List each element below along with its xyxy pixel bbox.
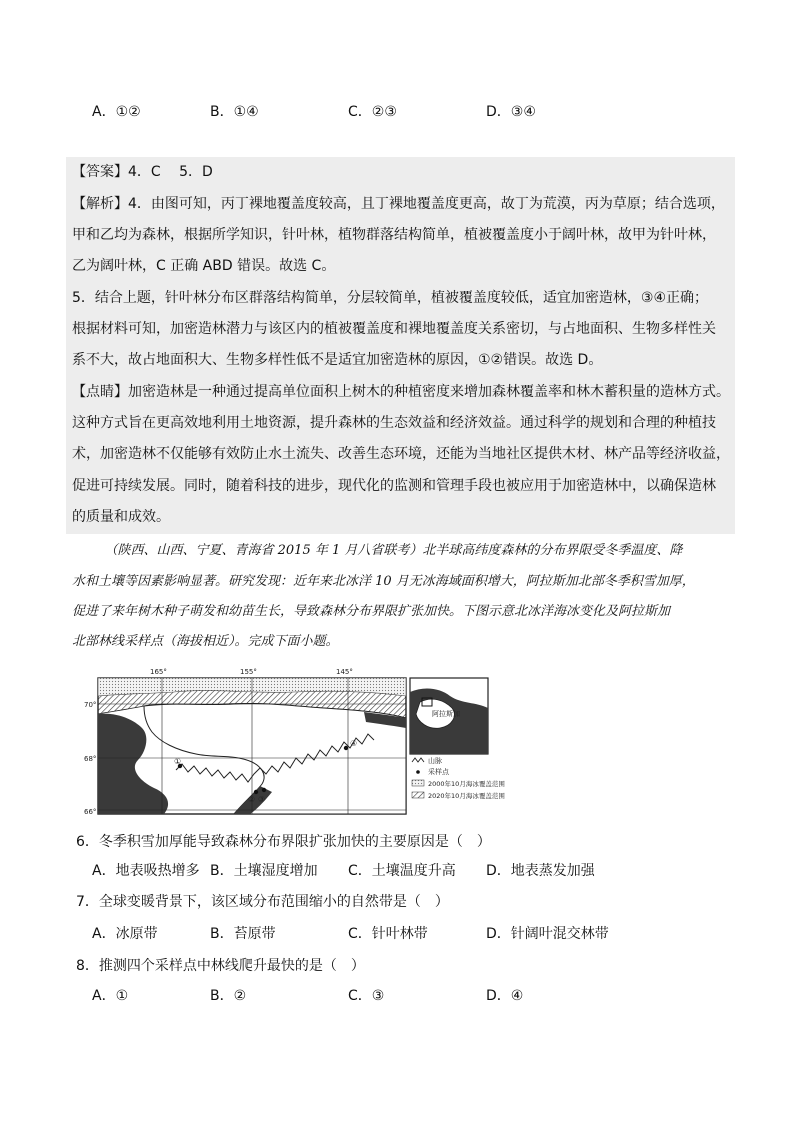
lat-label: 66°	[84, 808, 97, 816]
answer-line: 【答案】4．C 5．D	[72, 164, 213, 180]
sample-label: ④	[350, 739, 358, 748]
option-b: B．土壤湿度增加	[210, 863, 318, 879]
analysis-line: 的质量和成效。	[72, 509, 170, 525]
analysis-line: 根据材料可知，加密造林潜力与该区内的植被覆盖度和裸地覆盖度关系密切，与占地面积、生物多样性关	[72, 321, 716, 337]
arctic-sea-ice-map	[84, 662, 505, 818]
lat-label: 68°	[84, 755, 97, 763]
analysis-line: 【解析】4．由图可知，丙丁裸地覆盖度较高，且丁裸地覆盖度更高，故丁为荒漠，丙为草原；结合选项，	[72, 196, 725, 212]
sample-point	[254, 790, 258, 794]
option-b: B．②	[210, 988, 247, 1004]
option-c: C．土壤温度升高	[348, 863, 456, 879]
option-d: D．地表蒸发加强	[486, 863, 595, 879]
option-a: A．冰原带	[92, 926, 158, 942]
option-a: A．①	[92, 988, 129, 1004]
lon-label: 165°	[150, 668, 167, 676]
question-options	[92, 985, 732, 1007]
sample-label: ①	[174, 757, 182, 766]
question-options	[92, 923, 732, 945]
inset-label: 阿拉斯加	[432, 710, 460, 718]
lon-label: 155°	[240, 668, 257, 676]
option-d: D．③④	[486, 104, 536, 120]
material-line: 北部林线采样点（海拔相近）。完成下面小题。	[72, 634, 339, 649]
sample-point	[344, 746, 348, 750]
option-b: B．苔原带	[210, 926, 276, 942]
legend-label: 山脉	[428, 757, 442, 765]
material-line: （陕西、山西、宁夏、青海省 2015 年 1 月八省联考）北半球高纬度森林的分布界限受冬季温度、降	[72, 543, 683, 558]
option-c: C．②③	[348, 104, 397, 120]
option-d: D．针阔叶混交林带	[486, 926, 609, 942]
material-line: 促进了来年树木种子萌发和幼苗生长，导致森林分布界限扩张加快。下图示意北冰洋海冰变化及阿拉斯加	[72, 604, 671, 619]
sample-label: ③	[258, 795, 266, 804]
option-c: C．③	[348, 988, 385, 1004]
material-line: 水和土壤等因素影响显著。研究发现：近年来北冰洋 10 月无冰海域面积增大，阿拉斯加北部冬季积雪加厚，	[72, 574, 695, 589]
legend-label: 采样点	[428, 768, 449, 776]
analysis-line: 【点睛】加密造林是一种通过提高单位面积上树木的种植密度来增加森林覆盖率和林木蓄积量的造林方式。	[72, 384, 730, 400]
analysis-line: 系不大，故占地面积大、生物多样性低不是适宜加密造林的原因，①②错误。故选 D。	[72, 352, 603, 368]
analysis-line: 术，加密造林不仅能够有效防止水土流失、改善生态环境，还能为当地社区提供木材、林产品等经济收益，	[72, 446, 730, 462]
question-stem: 6．冬季积雪加厚能导致森林分布界限扩张加快的主要原因是（ ）	[76, 834, 491, 850]
analysis-line: 甲和乙均为森林，根据所学知识，针叶林，植物群落结构简单，植被覆盖度小于阔叶林，故甲为针叶林，	[72, 227, 716, 243]
analysis-line: 5．结合上题，针叶林分布区群落结构简单，分层较简单，植被覆盖度较低，适宜加密造林，③④正确；	[72, 290, 709, 306]
legend-label: 2000年10月海冰覆盖范围	[428, 780, 505, 788]
analysis-line: 这种方式旨在更高效地利用土地资源，提升森林的生态效益和经济效益。通过科学的规划和合理的种植技	[72, 415, 716, 431]
analysis-line: 乙为阔叶林，C 正确 ABD 错误。故选 C。	[72, 258, 336, 274]
option-d: D．④	[486, 988, 524, 1004]
question-stem: 7．全球变暖背景下，该区域分布范围缩小的自然带是（ ）	[76, 894, 449, 910]
map-legend	[412, 756, 505, 800]
lat-label: 70°	[84, 701, 97, 709]
question-options	[92, 860, 732, 882]
sample-point	[262, 788, 266, 792]
lon-label: 145°	[336, 668, 353, 676]
question-stem: 8．推测四个采样点中林线爬升最快的是（ ）	[76, 958, 365, 974]
option-b: B．①④	[210, 104, 259, 120]
option-c: C．针叶林带	[348, 926, 428, 942]
legend-label: 2020年10月海冰覆盖范围	[428, 792, 505, 800]
sample-label: ②	[248, 795, 256, 804]
analysis-line: 促进可持续发展。同时，随着科技的进步，现代化的监测和管理手段也被应用于加密造林中，以确保造林	[72, 478, 716, 494]
option-a: A．①②	[92, 104, 141, 120]
prev-question-options	[92, 101, 732, 123]
option-a: A．地表吸热增多	[92, 863, 200, 879]
